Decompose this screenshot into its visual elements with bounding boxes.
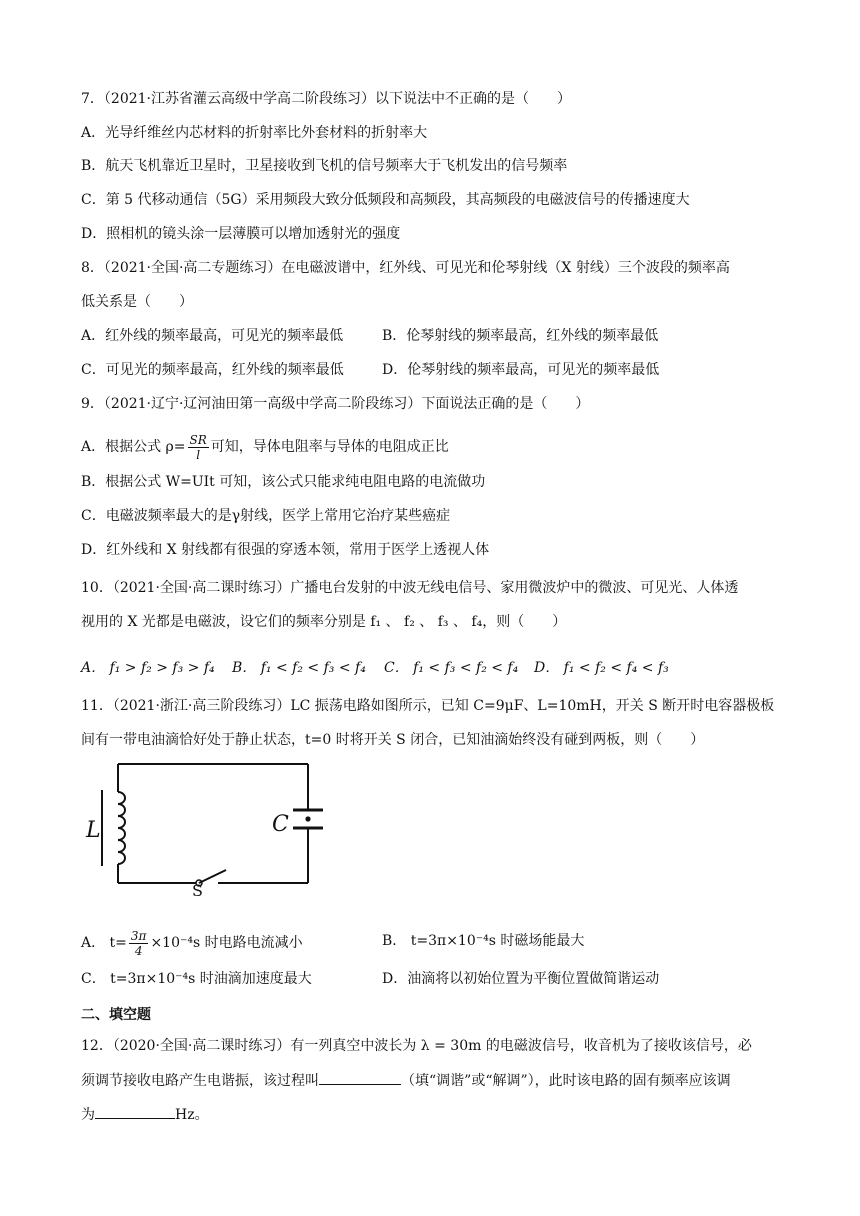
- q12-stem-line3: [81, 1104, 209, 1125]
- q11-option-a: [81, 926, 303, 960]
- q9-fraction-numerator: SR: [189, 432, 207, 447]
- q12-stem-line2-part1: 须调节接收电路产生电谐振，该过程叫: [81, 1073, 319, 1089]
- q8-option-b: B．伦琴射线的频率最高，红外线的频率最低: [382, 328, 659, 344]
- q10-option-a: A． f₁ > f₂ > f₃ > f₄: [81, 660, 215, 676]
- q8-option-c: C．可见光的频率最高，红外线的频率最低: [81, 362, 344, 378]
- q8-option-d: D．伦琴射线的频率最高，可见光的频率最低: [382, 362, 660, 378]
- inductor-coil: [118, 792, 125, 864]
- q12-stem-line1: 12．（2020·全国·高二课时练习）有一列真空中波长为 λ = 30m 的电磁波信号，收音机为了接收该信号，必: [81, 1038, 752, 1054]
- q11-option-b: B． t=3π×10⁻⁴s 时磁场能最大: [382, 933, 585, 949]
- q12-answer-blank-1[interactable]: [319, 1070, 401, 1085]
- q11-stem-line2: 间有一带电油滴恰好处于静止状态，t=0 时将开关 S 闭合，已知油滴始终没有碰到两板，则（ ）: [81, 732, 705, 748]
- q11-fraction: [129, 929, 149, 958]
- q9-fraction-denominator: l: [196, 447, 201, 462]
- q11-option-c: C． t=3π×10⁻⁴s 时油滴加速度最大: [81, 971, 312, 987]
- q11-stem-line1: 11．（2021·浙江·高三阶段练习）LC 振荡电路如图所示，已知 C=9μF、L=10mH，开关 S 断开时电容器极板: [81, 698, 775, 714]
- q9-fraction: [188, 433, 209, 462]
- q7-option-d: D．照相机的镜头涂一层薄膜可以增加透射光的强度: [81, 226, 401, 242]
- oil-droplet: [305, 816, 310, 821]
- q9-option-a-prefix: A．根据公式 ρ=: [81, 439, 186, 455]
- switch-lever: [199, 870, 226, 883]
- q11-option-d: D．油滴将以初始位置为平衡位置做简谐运动: [382, 971, 660, 987]
- q12-stem-line3-part2: Hz。: [175, 1107, 209, 1123]
- switch-label: S: [192, 881, 203, 900]
- section-heading-fill-in: 二、填空题: [81, 1007, 151, 1023]
- inductor-label: L: [86, 818, 101, 843]
- q9-option-a: [81, 430, 449, 464]
- q9-stem: 9．（2021·辽宁·辽河油田第一高级中学高二阶段练习）下面说法正确的是（ ）: [81, 396, 590, 412]
- q7-option-b: B．航天飞机靠近卫星时，卫星接收到飞机的信号频率大于飞机发出的信号频率: [81, 158, 568, 174]
- q10-option-c: C． f₁ < f₃ < f₂ < f₄: [384, 660, 519, 676]
- q9-option-a-suffix: 可知，导体电阻率与导体的电阻成正比: [210, 439, 449, 455]
- q8-option-a: A．红外线的频率最高，可见光的频率最低: [81, 328, 344, 344]
- q12-answer-blank-2[interactable]: [95, 1104, 175, 1119]
- q11-option-a-prefix: A． t=: [81, 935, 127, 951]
- q12-stem-line2: [81, 1070, 731, 1091]
- q7-option-c: C．第 5 代移动通信（5G）采用频段大致分低频段和高频段，其高频段的电磁波信号的传播速度大: [81, 192, 690, 208]
- q12-stem-line3-part1: 为: [81, 1107, 95, 1123]
- q9-option-d: D．红外线和 X 射线都有很强的穿透本领，常用于医学上透视人体: [81, 542, 490, 558]
- q11-fraction-numerator: 3π: [130, 928, 147, 943]
- q11-option-a-suffix: ×10⁻⁴s 时电路电流减小: [150, 935, 303, 951]
- q10-option-b: B． f₁ < f₂ < f₃ < f₄: [232, 660, 366, 676]
- q11-fraction-denominator: 4: [134, 943, 143, 958]
- q7-stem: 7．（2021·江苏省灌云高级中学高二阶段练习）以下说法中不正确的是（ ）: [81, 91, 571, 107]
- q12-stem-line2-part2: （填“调谐”或“解调”），此时该电路的固有频率应该调: [401, 1073, 731, 1089]
- q7-option-a: A．光导纤维丝内芯材料的折射率比外套材料的折射率大: [81, 125, 428, 141]
- q8-stem-line2: 低关系是（ ）: [81, 294, 193, 310]
- q10-stem-line1: 10．（2021·全国·高二课时练习）广播电台发射的中波无线电信号、家用微波炉中的微波、可见光、人体透: [81, 580, 739, 596]
- q10-stem-line2: 视用的 X 光都是电磁波，设它们的频率分别是 f₁ 、 f₂ 、 f₃ 、 f₄，则（ ）: [81, 614, 567, 630]
- lc-circuit-diagram: [86, 758, 348, 900]
- capacitor-label: C: [272, 812, 289, 837]
- q10-option-d: D． f₁ < f₂ < f₄ < f₃: [534, 660, 669, 676]
- q9-option-c: C．电磁波频率最大的是γ射线，医学上常用它治疗某些癌症: [81, 508, 451, 524]
- q8-stem-line1: 8．（2021·全国·高二专题练习）在电磁波谱中，红外线、可见光和伦琴射线（X 射线）三个波段的频率高: [81, 260, 730, 276]
- q9-option-b: B．根据公式 W=UIt 可知，该公式只能求纯电阻电路的电流做功: [81, 474, 486, 490]
